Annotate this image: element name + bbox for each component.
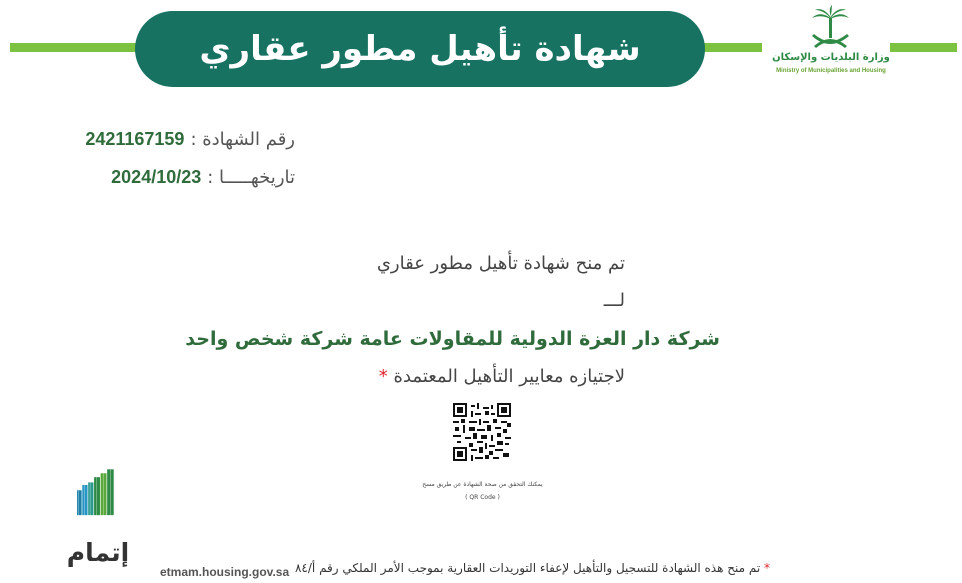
certificate-date-row — [55, 162, 295, 192]
footer-star: * — [764, 561, 770, 575]
grant-statement: تم منح شهادة تأهيل مطور عقاري — [376, 253, 625, 274]
header-line-middle — [700, 43, 762, 52]
footer-note-text: تم منح هذه الشهادة للتسجيل والتأهيل لإعفاء التوريدات العقارية بموجب الأمر الملكي رقم أ/٨٤ — [294, 561, 761, 575]
etmam-buildings-logo-icon — [62, 468, 134, 540]
ministry-name-english: Ministry of Municipalities and Housing — [776, 68, 886, 74]
website-url[interactable]: etmam.housing.gov.sa — [160, 565, 290, 579]
palm-swords-emblem-icon — [772, 4, 890, 52]
qr-code-icon — [453, 403, 511, 461]
footer-note — [295, 561, 770, 575]
certificate-number-row — [55, 124, 295, 154]
header-line-left — [10, 43, 140, 52]
criteria-text: لاجتيازه معايير التأهيل المعتمدة — [393, 366, 625, 387]
criteria-star: * — [378, 366, 388, 387]
page-title: شهادة تأهيل مطور عقاري — [199, 29, 641, 69]
header-line-right — [890, 43, 957, 52]
certificate-date-label: تاريخهـــــا : — [207, 166, 295, 188]
qr-code-label: ( QR Code ) — [465, 494, 500, 501]
certificate-date-value: 2024/10/23 — [111, 166, 202, 187]
certificate-number-label: رقم الشهادة : — [190, 128, 295, 150]
title-banner — [135, 11, 705, 87]
company-name: شركة دار العزة الدولية للمقاولات عامة شركة شخص واحد — [185, 328, 720, 350]
ministry-name-arabic: وزارة البلديات والإسكان — [772, 52, 890, 63]
ministry-logo — [772, 4, 890, 82]
certificate-number-value: 2421167159 — [85, 128, 185, 149]
etmam-brand-name: إتمام — [66, 538, 130, 567]
grant-to-label: لـــ — [603, 290, 625, 311]
criteria-statement — [200, 366, 625, 387]
qr-verify-note: يمكنك التحقق من صحة الشهادة عن طريق مسح — [422, 481, 543, 488]
